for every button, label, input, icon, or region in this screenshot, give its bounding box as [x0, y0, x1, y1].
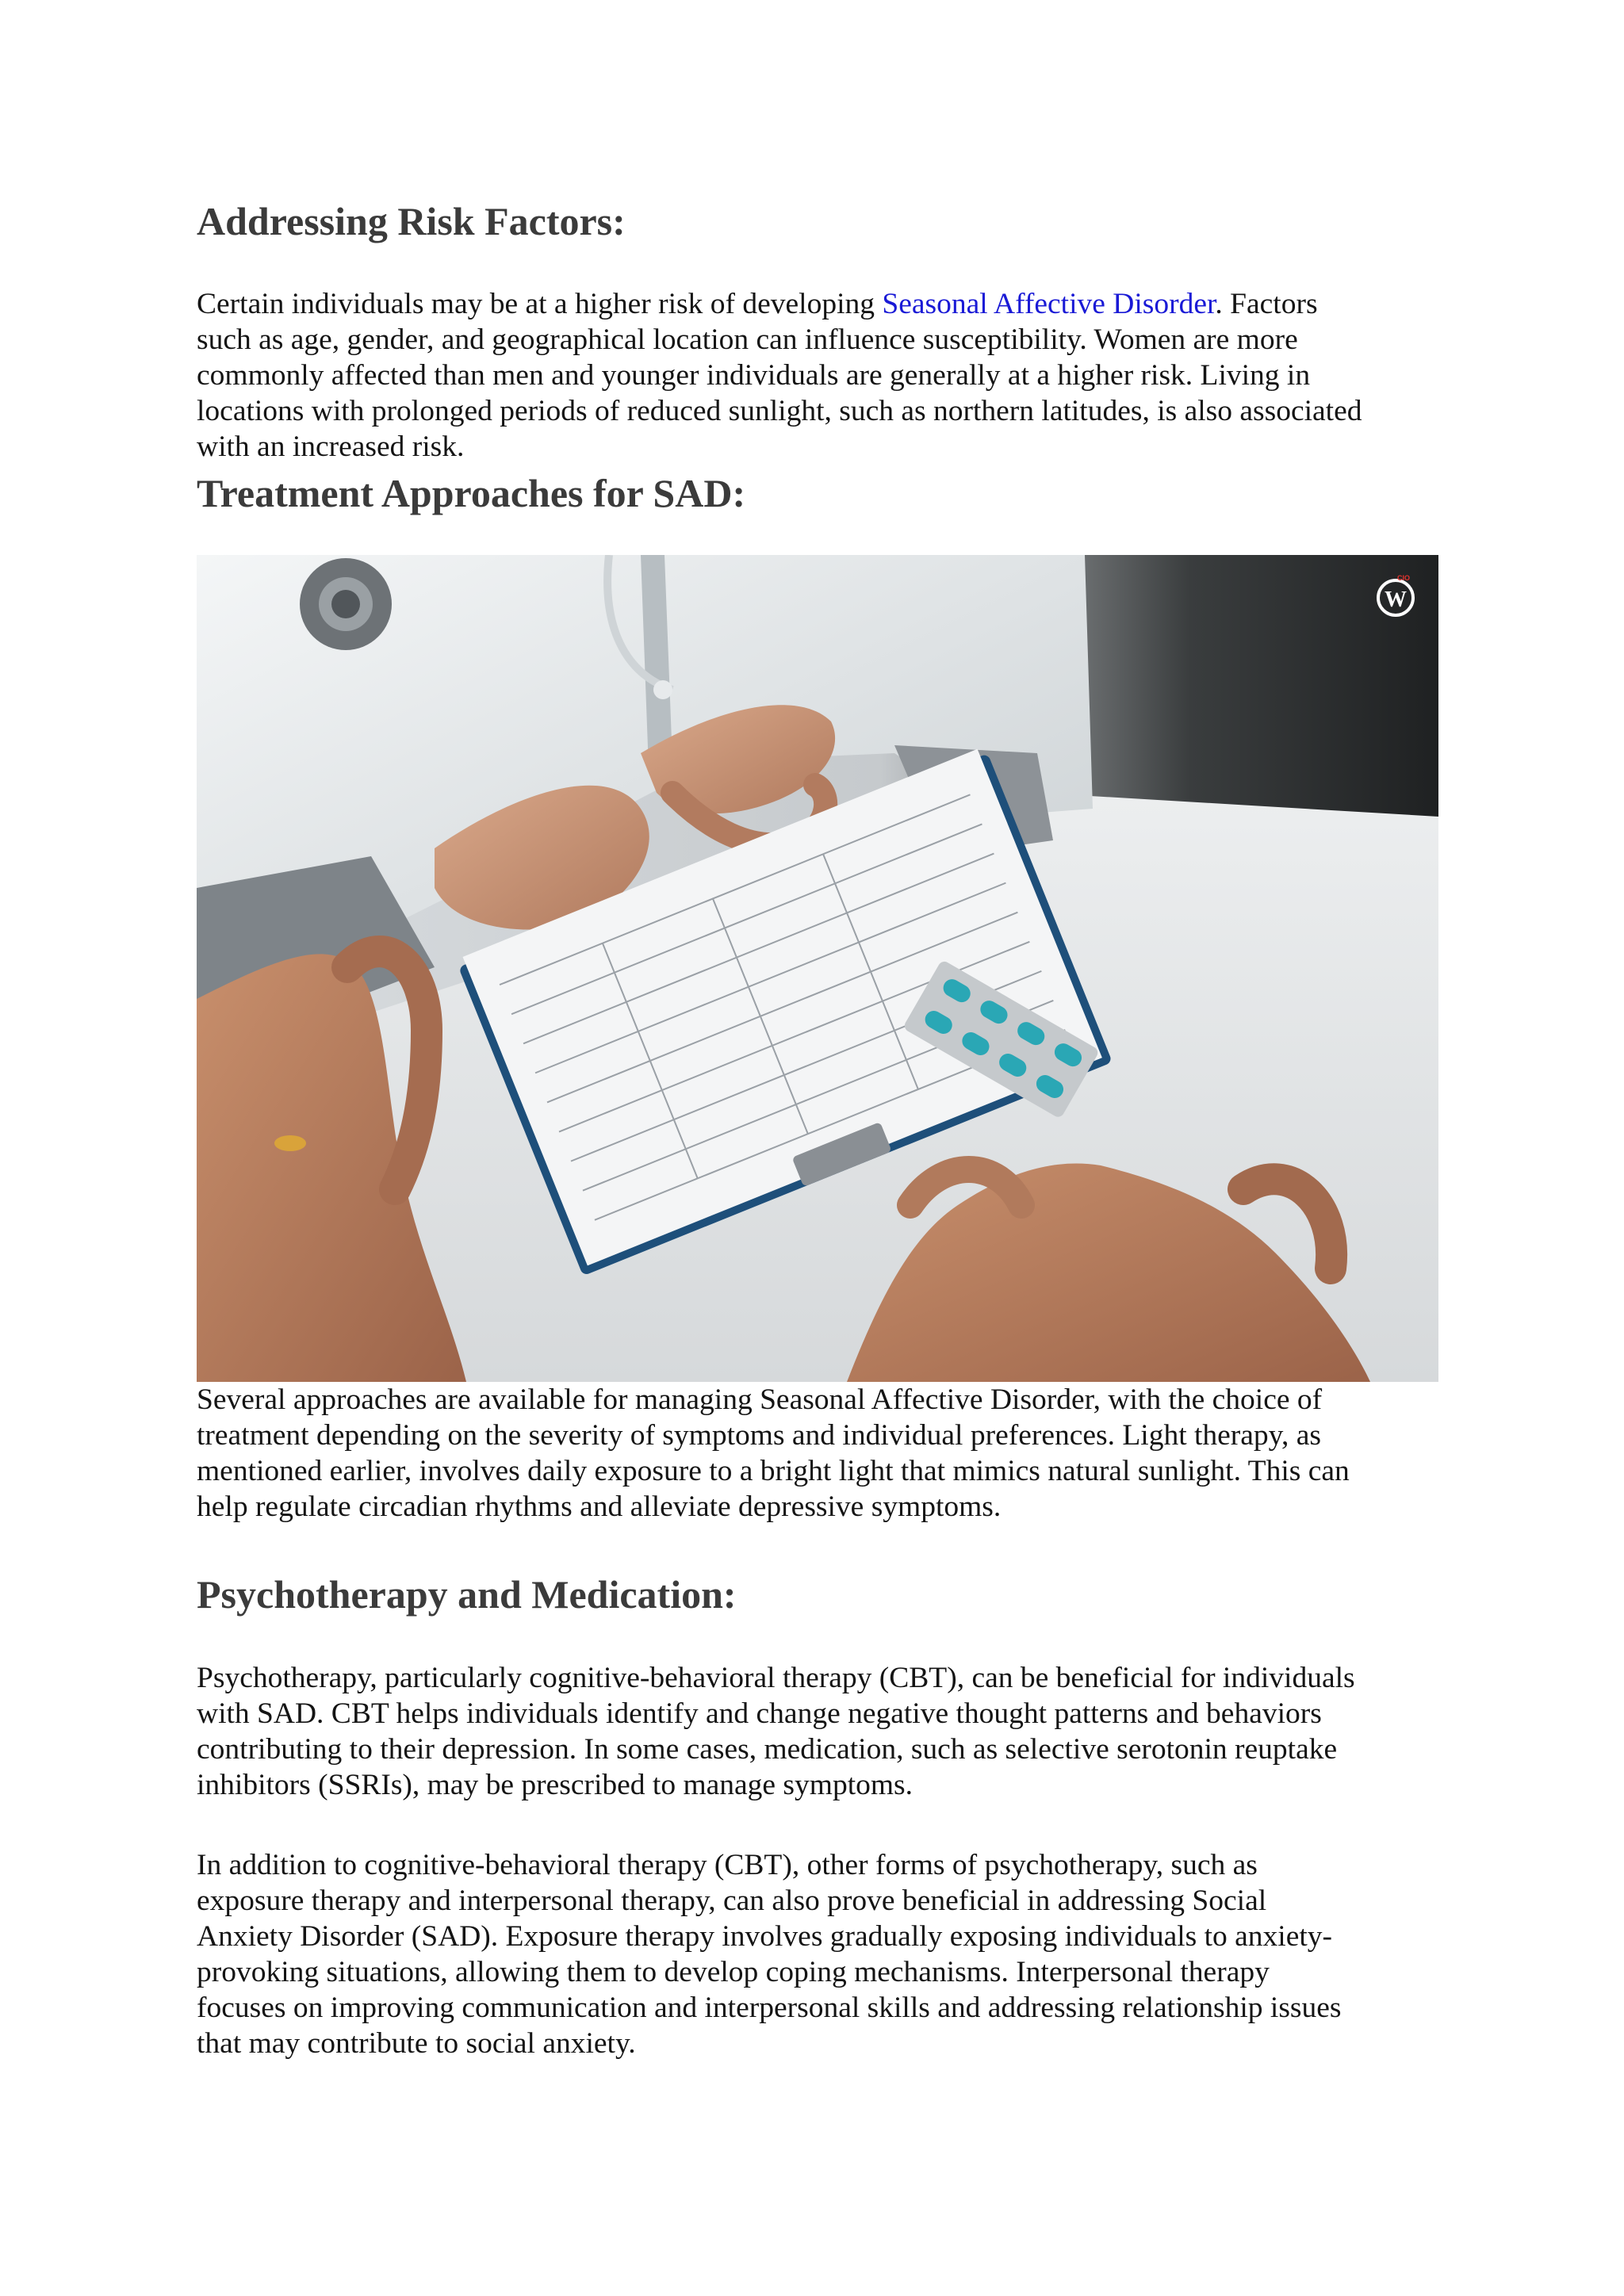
paragraph-other-therapies: In addition to cognitive-behavioral therapy (CBT), other forms of psychotherapy, such as exposure therapy and interpersonal therapy, can also prove beneficial in addressing Social Anxiety Disorder (SAD). Exposure therapy involves gradually exposing individuals to anxiety- provoking situations, allowing them to develop coping mechanisms. Interpersonal therapy focuses on improving communication and interpersonal skills and addressing relationship issues that may contribute to social anxiety. — [197, 1849, 1342, 2060]
paragraph-risk-factors: Certain individuals may be at a higher risk of developing Seasonal Affective Disorder. Factors such as age, gender, and geographical location can influence susceptibility. Women are more commonly affected than men and younger individuals are generally at a higher risk. Living in locations with prolonged periods of reduced sunlight, such as northern latitudes, is also associated with an increased risk. — [197, 288, 1362, 463]
logo-cio: CIO — [1396, 574, 1411, 582]
section-heading-risk-factors: Addressing Risk Factors: — [197, 199, 626, 243]
doctor-consultation-photo — [197, 555, 1438, 1382]
paragraph-treatment: Several approaches are available for managing Seasonal Affective Disorder, with the choice of treatment depending on the severity of symptoms and individual preferences. Light therapy, as mentioned earlier, involves daily exposure to a bright light that mimics natural sunlight. This can help regulate circadian rhythms and alleviate depressive symptoms. — [197, 1383, 1350, 1523]
link-seasonal-affective-disorder[interactable]: Seasonal Affective Disorder — [882, 288, 1216, 320]
section-heading-psychotherapy: Psychotherapy and Medication: — [197, 1572, 737, 1617]
logo-w: W — [1385, 587, 1407, 612]
section-heading-treatment: Treatment Approaches for SAD: — [197, 471, 746, 515]
paragraph-psychotherapy: Psychotherapy, particularly cognitive-behavioral therapy (CBT), can be beneficial for individuals with SAD. CBT helps individuals identify and change negative thought patterns and behaviors contributing to their depression. In some cases, medication, such as selective serotonin reuptake inhibitors (SSRIs), may be prescribed to manage symptoms. — [197, 1662, 1355, 1801]
